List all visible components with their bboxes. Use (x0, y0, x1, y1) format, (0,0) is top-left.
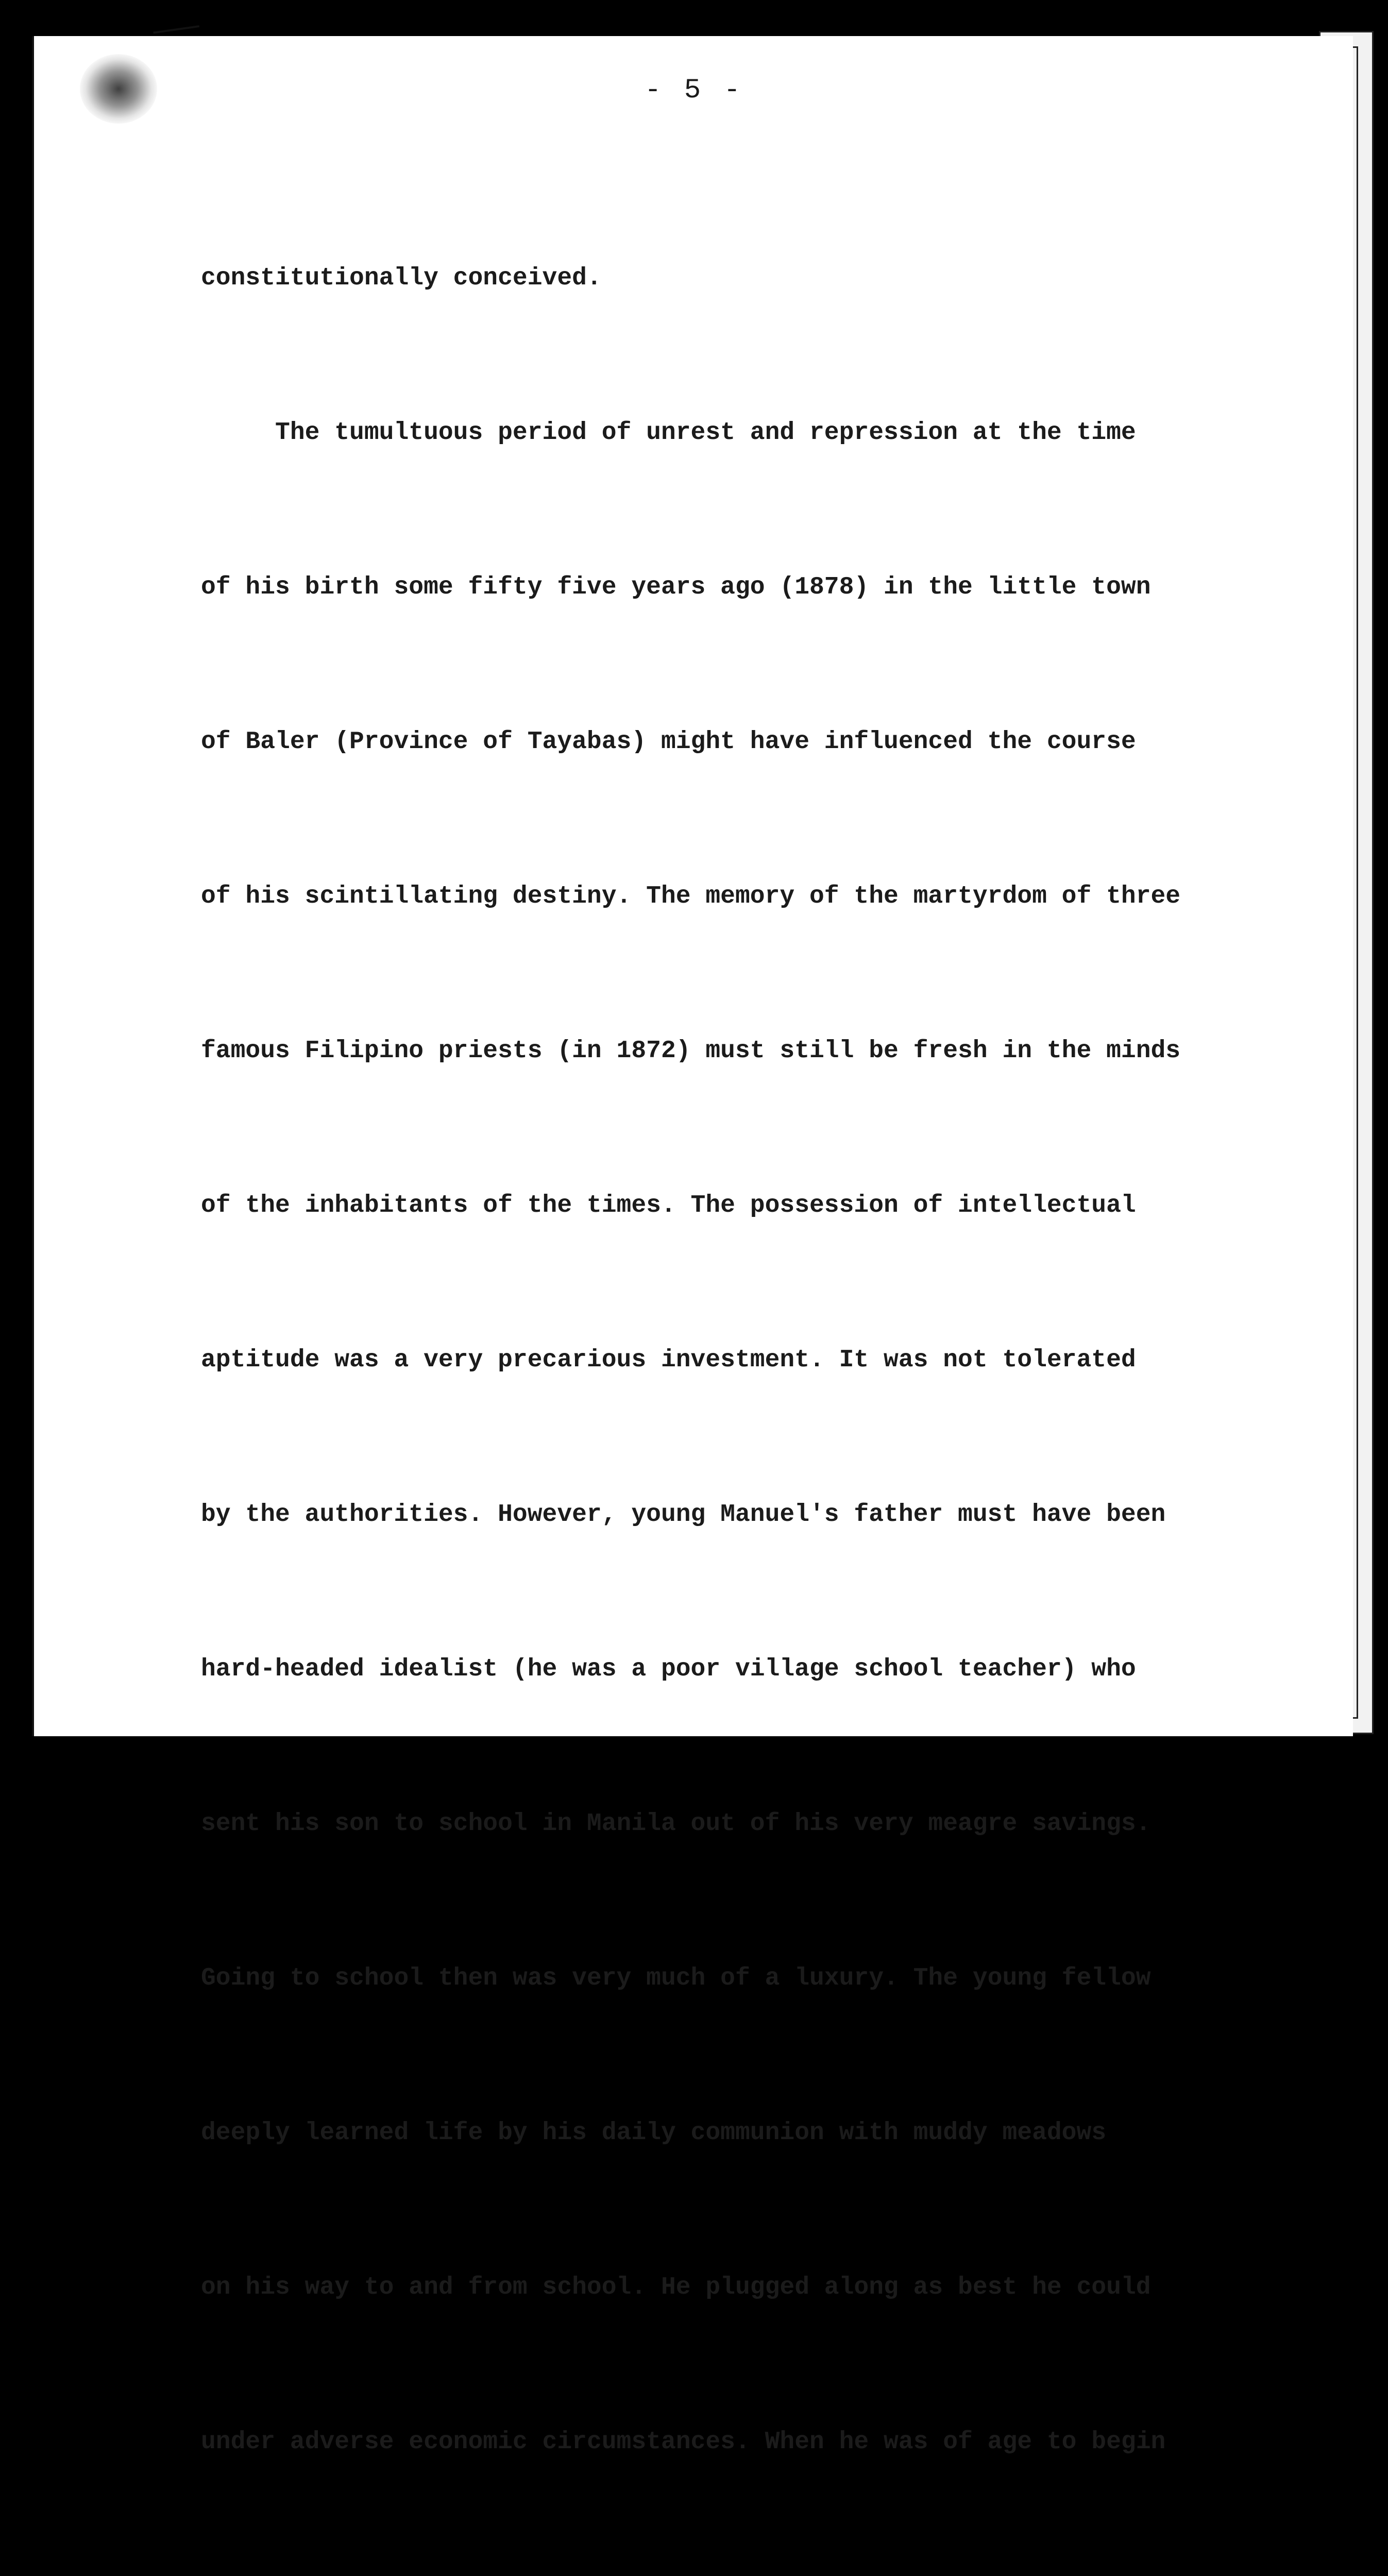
text-line: deeply learned life by his daily communion with muddy meadows (201, 2119, 1107, 2147)
text-line: of his birth some fifty five years ago (1878) in the little town (201, 573, 1151, 601)
text-line: aptitude was a very precarious investment. It was not tolerated (201, 1346, 1136, 1374)
text-line: The tumultuous period of unrest and repression at the time (201, 419, 1136, 447)
text-line: of Baler (Province of Tayabas) might have influenced the course (201, 728, 1136, 756)
text-line: famous Filipino priests (in 1872) must still be fresh in the minds (201, 1037, 1181, 1065)
page-number: - 5 - (644, 75, 744, 106)
text-line: Going to school then was very much of a luxury. The young fellow (201, 1964, 1151, 1992)
text-line: by the authorities. However, young Manuel's father must have been (201, 1501, 1166, 1529)
text-line: sent his son to school in Manila out of his very meagre savings. (201, 1810, 1151, 1838)
body-text (201, 149, 1314, 2576)
text-line: of the inhabitants of the times. The possession of intellectual (201, 1192, 1136, 1219)
text-line: under adverse economic circumstances. When he was of age to begin (201, 2428, 1166, 2456)
text-line: hard-headed idealist (he was a poor village school teacher) who (201, 1655, 1136, 1683)
text-line: of his scintillating destiny. The memory of the martyrdom of three (201, 883, 1181, 910)
text-line: constitutionally conceived. (201, 264, 602, 292)
text-line: on his way to and from school. He plugged along as best he could (201, 2274, 1151, 2301)
text-line (201, 2571, 1314, 2576)
